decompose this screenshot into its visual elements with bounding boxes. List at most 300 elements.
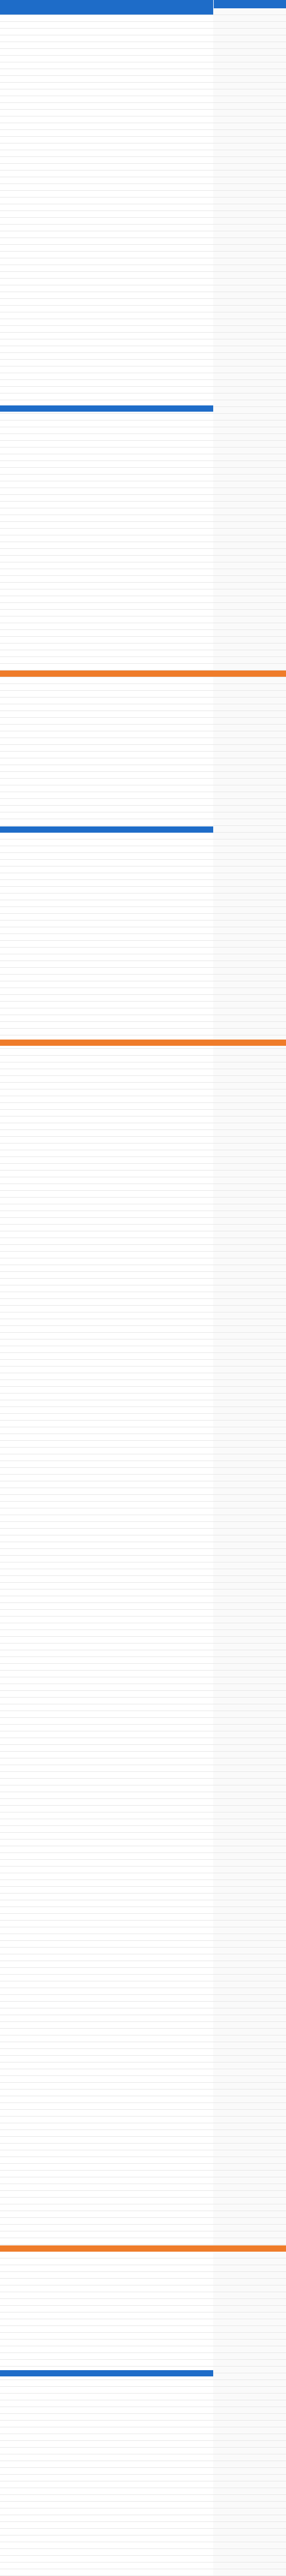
row-title	[9, 2164, 165, 2170]
row-author	[165, 1387, 213, 1393]
row-note	[213, 684, 286, 690]
table-row	[0, 1900, 286, 1907]
row-number	[0, 2103, 9, 2109]
row-title	[9, 1508, 165, 1515]
table-row	[0, 2400, 286, 2407]
row-note	[213, 1056, 286, 1062]
row-title	[9, 1319, 165, 1325]
row-author	[165, 143, 213, 150]
row-title	[9, 1306, 165, 1312]
row-title	[9, 2319, 165, 2325]
row-note	[213, 2062, 286, 2069]
row-title	[9, 758, 165, 765]
row-author	[165, 1914, 213, 1920]
row-title	[9, 1968, 165, 1974]
table-row	[0, 225, 286, 231]
table-row	[0, 1502, 286, 1508]
row-number	[0, 103, 9, 109]
row-note	[213, 1083, 286, 1089]
table-row	[0, 2380, 286, 2387]
row-note	[213, 583, 286, 589]
row-number	[0, 799, 9, 805]
row-title	[9, 1562, 165, 1569]
row-title	[9, 1414, 165, 1420]
table-row	[0, 22, 286, 29]
row-number	[0, 1644, 9, 1650]
row-number	[0, 1941, 9, 1947]
row-title	[9, 218, 165, 224]
row-note	[213, 576, 286, 582]
table-row	[0, 461, 286, 468]
row-note	[213, 1522, 286, 1528]
table-row	[0, 299, 286, 306]
table-row	[0, 123, 286, 130]
row-title	[9, 1731, 165, 1738]
row-note	[213, 731, 286, 738]
row-author	[165, 1677, 213, 1684]
table-row	[0, 2340, 286, 2346]
row-title	[9, 1137, 165, 1143]
row-author	[165, 1833, 213, 1839]
row-author	[165, 1366, 213, 1373]
section-bar	[0, 2370, 286, 2376]
row-number	[0, 2441, 9, 2447]
table-row	[0, 2346, 286, 2353]
table-row	[0, 1758, 286, 1765]
row-author	[165, 2076, 213, 2082]
row-title	[9, 616, 165, 623]
row-number	[0, 1914, 9, 1920]
row-note	[213, 1238, 286, 1244]
row-title	[9, 2562, 165, 2569]
row-author	[165, 934, 213, 940]
row-author	[165, 589, 213, 596]
row-note	[213, 1691, 286, 1697]
table-row	[0, 1272, 286, 1279]
table-row	[0, 704, 286, 711]
row-title	[9, 2096, 165, 2102]
table-row	[0, 1535, 286, 1542]
row-author	[165, 1650, 213, 1657]
row-author	[165, 1177, 213, 1184]
row-note	[213, 2522, 286, 2528]
row-note	[213, 319, 286, 325]
row-note	[213, 1961, 286, 1967]
row-author	[165, 2340, 213, 2346]
row-number	[0, 2042, 9, 2048]
row-author	[165, 1502, 213, 1508]
table-row	[0, 630, 286, 637]
row-author	[165, 2089, 213, 2096]
row-author	[165, 1062, 213, 1069]
row-number	[0, 2306, 9, 2312]
row-title	[9, 880, 165, 886]
row-title	[9, 806, 165, 812]
table-row	[0, 1292, 286, 1299]
table-row	[0, 434, 286, 441]
row-number	[0, 1279, 9, 1285]
table-row	[0, 2265, 286, 2272]
row-number	[0, 2204, 9, 2211]
row-note	[213, 481, 286, 488]
row-number	[0, 2427, 9, 2434]
row-title	[9, 1549, 165, 1555]
row-author	[165, 198, 213, 204]
row-number	[0, 1772, 9, 1778]
row-note	[213, 1975, 286, 1981]
table-row	[0, 1110, 286, 1116]
row-note	[213, 1150, 286, 1156]
table-row	[0, 1684, 286, 1691]
row-author	[165, 2508, 213, 2515]
row-number	[0, 1448, 9, 1454]
row-author	[165, 772, 213, 778]
row-number	[0, 2117, 9, 2123]
row-number	[0, 1684, 9, 1690]
row-note	[213, 1671, 286, 1677]
row-number	[0, 1610, 9, 1616]
table-row	[0, 1448, 286, 1454]
row-note	[213, 846, 286, 852]
row-note	[213, 1360, 286, 1366]
row-note	[213, 1130, 286, 1136]
row-note	[213, 860, 286, 866]
row-author	[165, 49, 213, 55]
row-author	[165, 1921, 213, 1927]
table-row	[0, 589, 286, 596]
table-row	[0, 2407, 286, 2414]
row-note	[213, 258, 286, 265]
row-note	[213, 2292, 286, 2298]
row-note	[213, 1677, 286, 1684]
row-number	[0, 1826, 9, 1832]
row-author	[165, 1096, 213, 1102]
row-note	[213, 1900, 286, 1907]
row-number	[0, 731, 9, 738]
row-author	[165, 1380, 213, 1386]
table-row	[0, 2204, 286, 2211]
row-title	[9, 2549, 165, 2555]
row-title	[9, 1772, 165, 1778]
row-number	[0, 1306, 9, 1312]
row-note	[213, 2117, 286, 2123]
row-author	[165, 1164, 213, 1170]
row-title	[9, 2292, 165, 2298]
row-title	[9, 49, 165, 55]
table-row	[0, 1225, 286, 1231]
table-row	[0, 1339, 286, 1346]
row-number	[0, 1394, 9, 1400]
row-note	[213, 2535, 286, 2542]
row-title	[9, 887, 165, 893]
row-note	[213, 2562, 286, 2569]
row-number	[0, 2177, 9, 2184]
table-row	[0, 1731, 286, 1738]
row-author	[165, 1137, 213, 1143]
row-note	[213, 2387, 286, 2393]
table-row	[0, 562, 286, 569]
row-note	[213, 2400, 286, 2407]
table-row	[0, 2549, 286, 2556]
table-row	[0, 2056, 286, 2062]
row-author	[165, 522, 213, 528]
row-author	[165, 1272, 213, 1278]
row-title	[9, 975, 165, 981]
table-row	[0, 2461, 286, 2468]
table-row	[0, 1380, 286, 1387]
row-note	[213, 1894, 286, 1900]
row-author	[165, 420, 213, 427]
row-title	[9, 2191, 165, 2197]
table-row	[0, 69, 286, 76]
row-author	[165, 1691, 213, 1697]
row-title	[9, 2272, 165, 2278]
row-number	[0, 502, 9, 508]
table-row	[0, 914, 286, 921]
row-number	[0, 1103, 9, 1109]
table-row	[0, 752, 286, 758]
table-row	[0, 346, 286, 353]
row-title	[9, 1914, 165, 1920]
row-number	[0, 2515, 9, 2521]
row-number	[0, 110, 9, 116]
row-title	[9, 1245, 165, 1251]
row-author	[165, 2475, 213, 2481]
row-note	[213, 968, 286, 974]
row-title	[9, 927, 165, 934]
row-note	[213, 941, 286, 947]
table-row	[0, 2319, 286, 2326]
row-author	[165, 2272, 213, 2278]
row-number	[0, 1137, 9, 1143]
row-title	[9, 1008, 165, 1015]
row-title	[9, 596, 165, 602]
records-list	[0, 8, 286, 2576]
row-author	[165, 2157, 213, 2163]
row-title	[9, 1285, 165, 1292]
row-title	[9, 83, 165, 89]
row-title	[9, 170, 165, 177]
row-title	[9, 1062, 165, 1069]
row-title	[9, 2556, 165, 2562]
row-note	[213, 137, 286, 143]
row-author	[165, 1758, 213, 1765]
row-title	[9, 1529, 165, 1535]
row-author	[165, 441, 213, 447]
row-author	[165, 1894, 213, 1900]
row-note	[213, 1448, 286, 1454]
row-note	[213, 339, 286, 346]
row-title	[9, 1394, 165, 1400]
row-number	[0, 853, 9, 859]
row-author	[165, 941, 213, 947]
table-row	[0, 103, 286, 110]
row-author	[165, 2049, 213, 2055]
table-row	[0, 1698, 286, 1704]
row-note	[213, 1434, 286, 1440]
row-author	[165, 502, 213, 508]
row-number	[0, 1630, 9, 1636]
row-title	[9, 1711, 165, 1717]
row-author	[165, 711, 213, 717]
row-author	[165, 1522, 213, 1528]
row-note	[213, 1191, 286, 1197]
table-row	[0, 556, 286, 562]
row-number	[0, 2421, 9, 2427]
table-row	[0, 1981, 286, 1988]
row-title	[9, 414, 165, 420]
row-number	[0, 2495, 9, 2501]
table-row	[0, 522, 286, 529]
row-author	[165, 1623, 213, 1629]
row-title	[9, 907, 165, 913]
row-author	[165, 170, 213, 177]
row-number	[0, 1475, 9, 1481]
table-row	[0, 1454, 286, 1461]
row-title	[9, 1049, 165, 1055]
table-row	[0, 2117, 286, 2123]
row-note	[213, 2475, 286, 2481]
row-author	[165, 2312, 213, 2319]
row-author	[165, 637, 213, 643]
row-author	[165, 738, 213, 744]
row-author	[165, 623, 213, 629]
row-title	[9, 204, 165, 211]
row-number	[0, 1252, 9, 1258]
row-note	[213, 414, 286, 420]
table-row	[0, 2556, 286, 2562]
table-row	[0, 2414, 286, 2421]
row-note	[213, 1184, 286, 1190]
row-author	[165, 765, 213, 771]
row-number	[0, 1846, 9, 1852]
row-note	[213, 2542, 286, 2548]
row-title	[9, 2481, 165, 2488]
table-row	[0, 2387, 286, 2394]
row-author	[165, 1130, 213, 1136]
row-title	[9, 2069, 165, 2075]
row-number	[0, 2312, 9, 2319]
row-note	[213, 2089, 286, 2096]
row-note	[213, 1887, 286, 1893]
row-note	[213, 488, 286, 494]
row-note	[213, 2008, 286, 2015]
row-title	[9, 1900, 165, 1907]
row-number	[0, 1272, 9, 1278]
row-number	[0, 123, 9, 129]
row-title	[9, 610, 165, 616]
row-title	[9, 1299, 165, 1305]
row-title	[9, 495, 165, 501]
row-number	[0, 1792, 9, 1798]
row-note	[213, 1171, 286, 1177]
row-author	[165, 2522, 213, 2528]
row-author	[165, 1995, 213, 2001]
row-note	[213, 880, 286, 886]
row-author	[165, 1752, 213, 1758]
row-title	[9, 481, 165, 488]
row-note	[213, 2069, 286, 2075]
row-title	[9, 2522, 165, 2528]
table-row	[0, 2502, 286, 2508]
row-author	[165, 360, 213, 366]
row-author	[165, 988, 213, 994]
table-row	[0, 2069, 286, 2076]
table-row	[0, 711, 286, 718]
row-note	[213, 1211, 286, 1217]
row-title	[9, 603, 165, 609]
row-author	[165, 1414, 213, 1420]
row-note	[213, 441, 286, 447]
table-row	[0, 1691, 286, 1698]
row-title	[9, 2062, 165, 2069]
row-note	[213, 2515, 286, 2521]
row-author	[165, 839, 213, 846]
row-note	[213, 1366, 286, 1373]
row-title	[9, 2508, 165, 2515]
row-author	[165, 1029, 213, 1035]
row-note	[213, 1954, 286, 1961]
table-row	[0, 1799, 286, 1806]
table-row	[0, 772, 286, 779]
row-title	[9, 143, 165, 150]
table-row	[0, 650, 286, 657]
row-author	[165, 1981, 213, 1988]
table-row	[0, 2035, 286, 2042]
row-note	[213, 2218, 286, 2224]
row-number	[0, 204, 9, 211]
table-row	[0, 454, 286, 461]
row-title	[9, 2076, 165, 2082]
row-number	[0, 2164, 9, 2170]
row-note	[213, 1745, 286, 1751]
row-note	[213, 1380, 286, 1386]
row-title	[9, 2123, 165, 2130]
row-note	[213, 637, 286, 643]
row-number	[0, 1988, 9, 1994]
row-author	[165, 914, 213, 920]
row-title	[9, 2211, 165, 2217]
table-row	[0, 29, 286, 35]
row-title	[9, 718, 165, 724]
table-row	[0, 2333, 286, 2340]
row-title	[9, 1096, 165, 1102]
row-author	[165, 2171, 213, 2177]
row-number	[0, 1225, 9, 1231]
row-note	[213, 643, 286, 650]
row-note	[213, 272, 286, 278]
row-title	[9, 191, 165, 197]
row-author	[165, 1225, 213, 1231]
row-author	[165, 83, 213, 89]
row-number	[0, 1380, 9, 1386]
row-title	[9, 1292, 165, 1298]
row-author	[165, 306, 213, 312]
row-note	[213, 312, 286, 319]
row-title	[9, 1022, 165, 1028]
table-row	[0, 1549, 286, 1556]
table-row	[0, 1387, 286, 1394]
row-number	[0, 1900, 9, 1907]
row-author	[165, 448, 213, 454]
table-row	[0, 2177, 286, 2184]
row-title	[9, 637, 165, 643]
row-title	[9, 2434, 165, 2440]
row-number	[0, 1285, 9, 1292]
row-note	[213, 2191, 286, 2197]
row-number	[0, 1880, 9, 1886]
row-title	[9, 2150, 165, 2157]
